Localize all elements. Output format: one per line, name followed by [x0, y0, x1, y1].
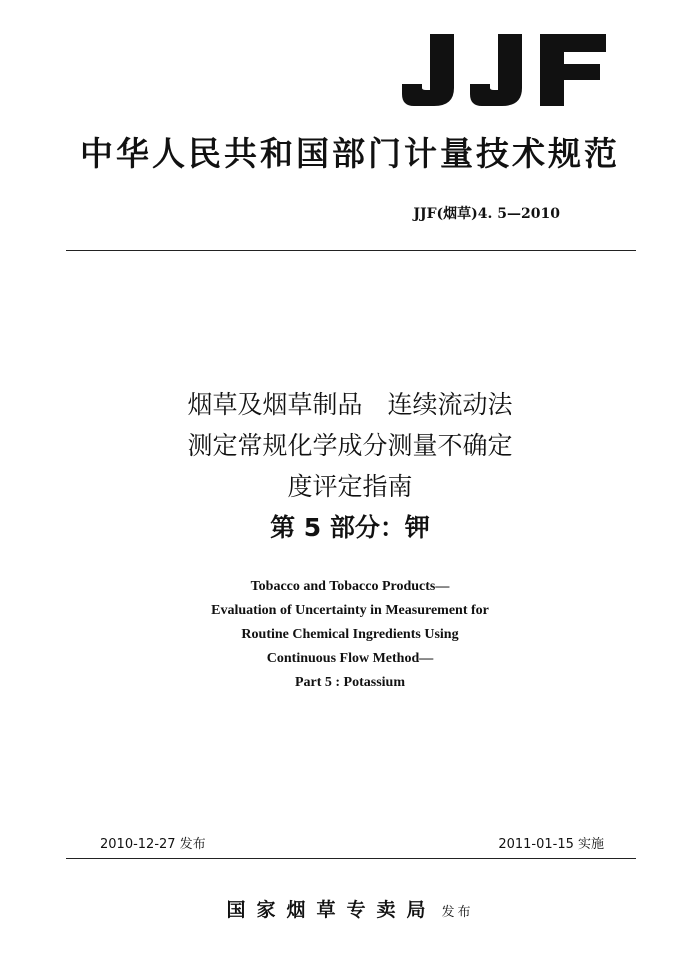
jjf-logo [400, 30, 610, 110]
chinese-title [0, 384, 700, 548]
english-title [0, 575, 700, 695]
english-title-line: Routine Chemical Ingredients Using [241, 627, 459, 642]
chinese-title-line: 烟草及烟草制品 连续流动法 [187, 390, 513, 419]
spec-category-title: 中华人民共和国部门计量技术规范 [80, 134, 620, 173]
english-title-line: Continuous Flow Method— [266, 651, 434, 666]
jjf-logo-graphic [400, 30, 610, 110]
footer-divider [66, 858, 636, 859]
chinese-title-line: 测定常规化学成分测量不确定 [187, 431, 513, 460]
english-part-title: Part 5 : Potassium [294, 675, 406, 690]
english-title-line: Tobacco and Tobacco Products— [250, 579, 450, 594]
effective-date: 2011-01-15 实施 [498, 837, 604, 852]
chinese-title-line: 度评定指南 [287, 472, 413, 501]
issue-date: 2010-12-27 发布 [100, 837, 206, 852]
header-divider [66, 250, 636, 251]
publisher-name: 国家烟草专卖局 [226, 899, 437, 921]
english-title-line: Evaluation of Uncertainty in Measurement for [211, 603, 489, 618]
spec-code: JJF(烟草)4. 5—2010 [413, 206, 560, 222]
chinese-part-title: 第 5 部分：钾 [270, 513, 430, 542]
publisher-verb: 发布 [441, 905, 474, 920]
publisher [0, 895, 700, 922]
